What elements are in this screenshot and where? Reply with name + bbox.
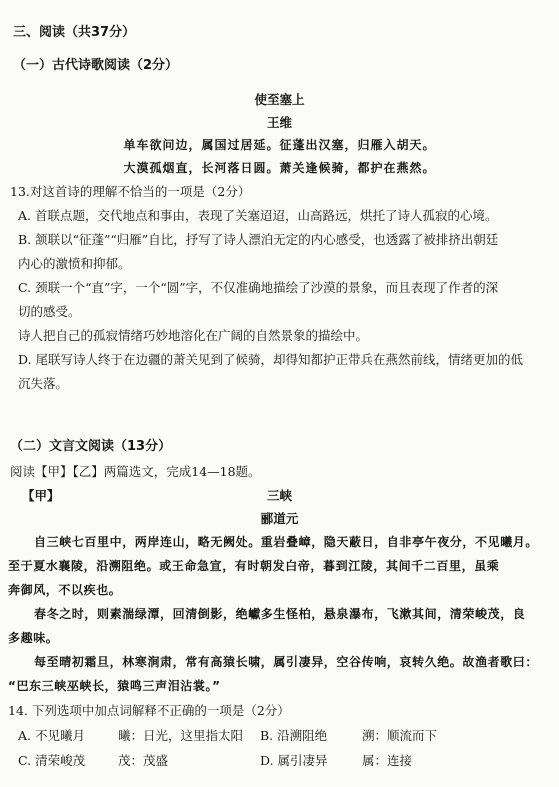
passage-author: 郦道元 bbox=[260, 511, 299, 526]
part1-heading: （一）古代诗歌阅读（2分） bbox=[13, 58, 179, 73]
passage-marker: 【甲】 bbox=[22, 488, 60, 503]
passage-p1-line-3: 奔御风，不以疾也。 bbox=[8, 583, 122, 597]
passage-title: 三峡 bbox=[266, 488, 292, 503]
question-13-option-b-line-1: B. 颔联以“征蓬”“归雁”自比，抒写了诗人漂泊无定的内心感受，也透露了被排挤出朝廷 bbox=[18, 232, 499, 247]
question-13-option-d-line-2: 沉失落。 bbox=[18, 376, 69, 391]
question-14-option-c-definition: 茂：茂盛 bbox=[118, 753, 169, 768]
poem-line-1: 单车欲问边，属国过居延。征蓬出汉塞，归雁入胡天。 bbox=[123, 138, 436, 152]
question-14-option-d-definition: 属：连接 bbox=[362, 753, 413, 768]
part2-instruction: 阅读【甲】【乙】两篇选文，完成14—18题。 bbox=[10, 464, 261, 479]
passage-p1-line-1: 自三峡七百里中，两岸连山，略无阙处。重岩叠嶂，隐天蔽日，自非亭午夜分，不见曦月。 bbox=[34, 535, 539, 549]
question-14-option-b-term: B. 沿溯阻绝 bbox=[260, 728, 328, 743]
poem-title: 使至塞上 bbox=[254, 92, 305, 107]
question-14-option-b-definition: 溯：顺流而下 bbox=[362, 728, 438, 743]
poem-line-2: 大漠孤烟直，长河落日圆。萧关逢候骑，都护在燕然。 bbox=[123, 161, 436, 175]
passage-p2-line-1: 春冬之时，则素湍绿潭，回清倒影，绝巘多生怪柏，悬泉瀑布，飞漱其间，清荣峻茂，良 bbox=[34, 607, 526, 621]
question-13-option-c-line-1: C. 颈联一个“直”字，一个“圆”字，不仅准确地描绘了沙漠的景象，而且表现了作者的深 bbox=[18, 280, 499, 295]
question-13-option-a: A. 首联点题，交代地点和事由，表现了关塞迢迢，山高路远，烘托了诗人孤寂的心境。 bbox=[18, 208, 498, 223]
question-13-option-b-line-2: 内心的激愤和抑郁。 bbox=[18, 256, 131, 271]
part2-heading: （二）文言文阅读（13分） bbox=[10, 439, 172, 454]
question-13-stem: 13.对这首诗的理解不恰当的一项是（2分） bbox=[10, 184, 251, 199]
question-14-option-a-definition: 曦：日光，这里指太阳 bbox=[118, 728, 244, 743]
question-14-stem: 14. 下列选项中加点词解释不正确的一项是（2分） bbox=[8, 703, 290, 718]
passage-p2-line-2: 多趣味。 bbox=[8, 631, 59, 645]
poem-author: 王维 bbox=[266, 115, 292, 130]
section-title: 三、阅读（共37分） bbox=[13, 25, 136, 40]
question-14-option-c-term: C. 清荣峻茂 bbox=[18, 753, 86, 768]
passage-p1-line-2: 至于夏水襄陵，沿溯阻绝。或王命急宣，有时朝发白帝，暮到江陵，其间千二百里，虽乘 bbox=[8, 559, 500, 573]
passage-p3-line-1: 每至晴初霜旦，林寒涧肃，常有高猿长啸，属引凄异，空谷传响，哀转久绝。故渔者歌曰： bbox=[34, 655, 539, 669]
passage-p3-line-2: “巴东三峡巫峡长，猿鸣三声泪沾裳。” bbox=[8, 679, 221, 693]
question-13-option-c-line-3: 诗人把自己的孤寂情绪巧妙地溶化在广阔的自然景象的描绘中。 bbox=[18, 328, 369, 343]
question-13-option-c-line-2: 切的感受。 bbox=[18, 304, 81, 319]
question-13-option-d-line-1: D. 尾联写诗人终于在边疆的萧关见到了候骑，却得知都护正带兵在燕然前线，情绪更加的低 bbox=[18, 352, 524, 367]
question-14-option-d-term: D. 属引凄异 bbox=[260, 753, 328, 768]
question-14-option-a-term: A. 不见曦月 bbox=[18, 728, 85, 743]
